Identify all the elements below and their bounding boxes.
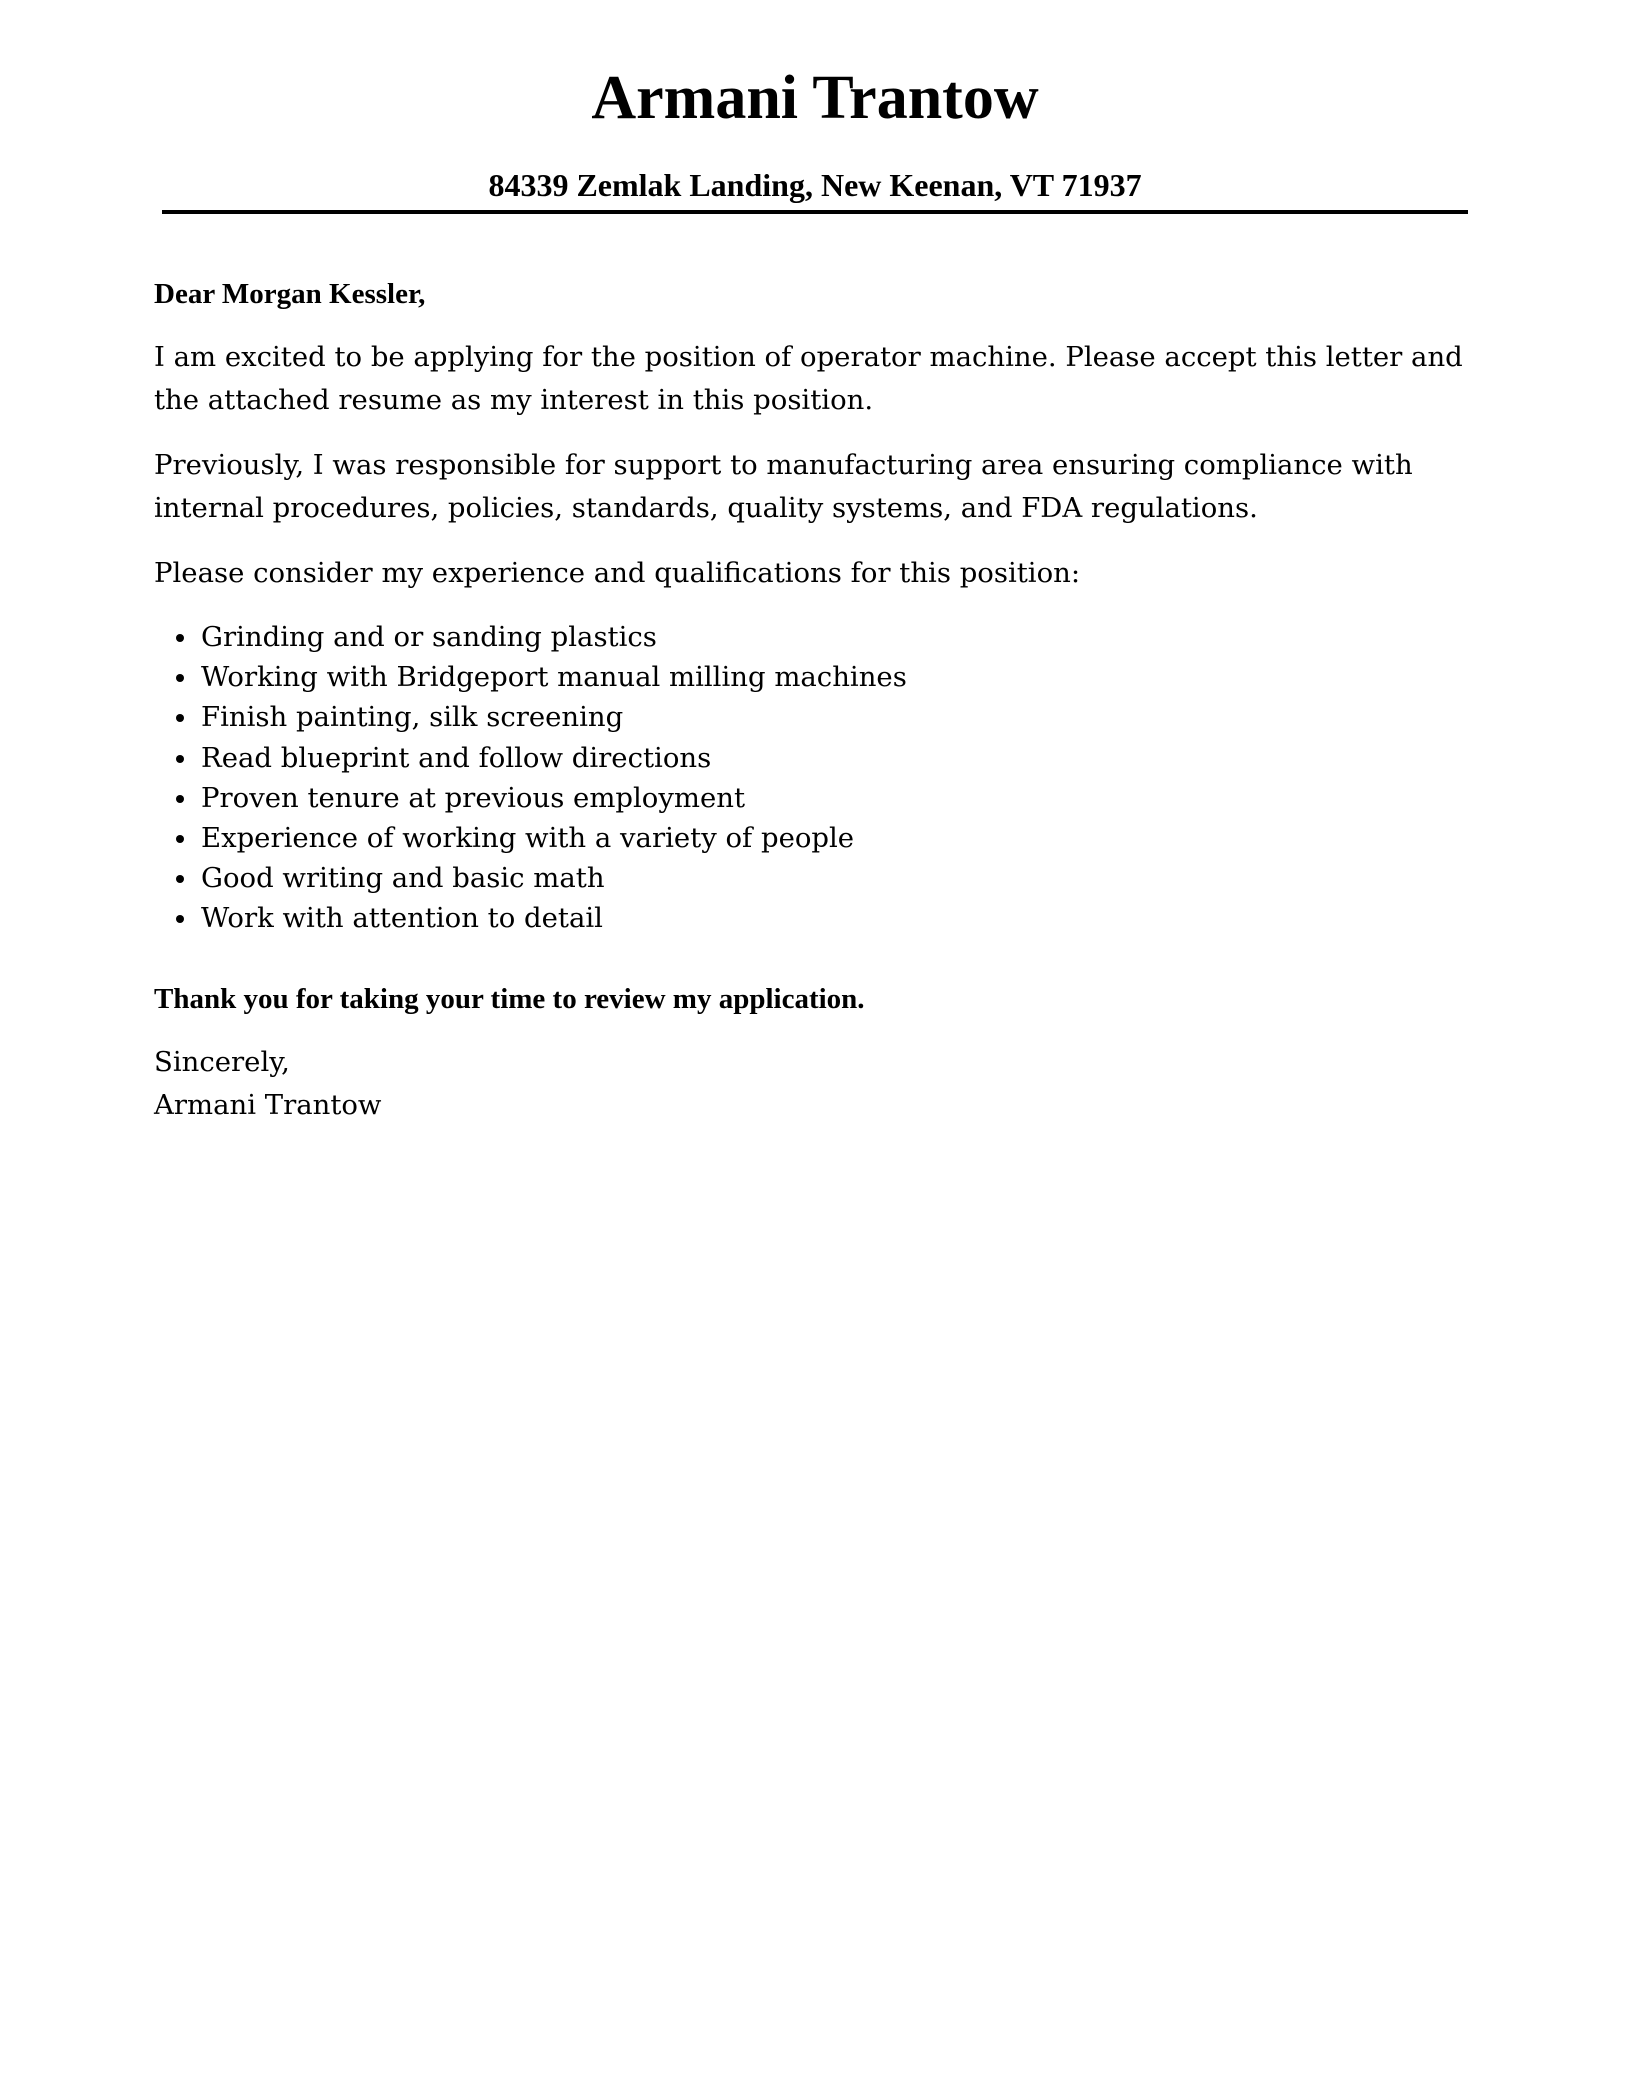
thank-you-line: Thank you for taking your time to review my application. [154,982,865,1015]
closing: Sincerely, [154,1045,290,1078]
list-item-text: Grinding and or sanding plastics [201,621,657,653]
sender-address: 84339 Zemlak Landing, New Keenan, VT 71937 [488,167,1142,203]
list-item [154,898,1484,938]
list-item-text: Experience of working with a variety of people [201,822,855,855]
list-item [154,657,1484,697]
signature-name: Armani Trantow [154,1088,382,1121]
letter-body [154,272,1484,1127]
list-item [154,697,1484,737]
list-item [154,738,1484,778]
list-item [154,858,1484,898]
bullet-icon [176,755,184,763]
experience-paragraph: Previously, I was responsible for support to manufacturing area ensuring compliance with internal procedures, policies, standards, quality systems, and FDA regulations. [154,449,1413,524]
list-item-text: Work with attention to detail [201,902,603,935]
list-item [154,617,1484,657]
intro-paragraph: I am excited to be applying for the position of operator machine. Please accept this letter and the attached resume as my interest in this position. [154,341,1463,416]
bullet-icon [176,714,184,722]
bullet-icon [176,915,184,923]
salutation: Dear Morgan Kessler, [154,278,426,310]
list-item-text: Read blueprint and follow directions [201,741,712,774]
list-item-text: Good writing and basic math [201,862,605,895]
bullet-icon [176,674,184,682]
list-item-text: Finish painting, silk screening [201,701,624,734]
sender-name: Armani Trantow [591,64,1039,132]
list-item [154,778,1484,818]
bullet-icon [176,634,184,642]
qualifications-intro: Please consider my experience and qualifications for this position: [154,557,1081,589]
header-divider [162,210,1468,214]
list-item-text: Proven tenure at previous employment [201,781,745,814]
bullet-icon [176,835,184,843]
skills-list [154,617,1484,939]
list-item [154,818,1484,858]
list-item-text: Working with Bridgeport manual milling machines [201,661,907,694]
bullet-icon [176,875,184,883]
bullet-icon [176,795,184,803]
